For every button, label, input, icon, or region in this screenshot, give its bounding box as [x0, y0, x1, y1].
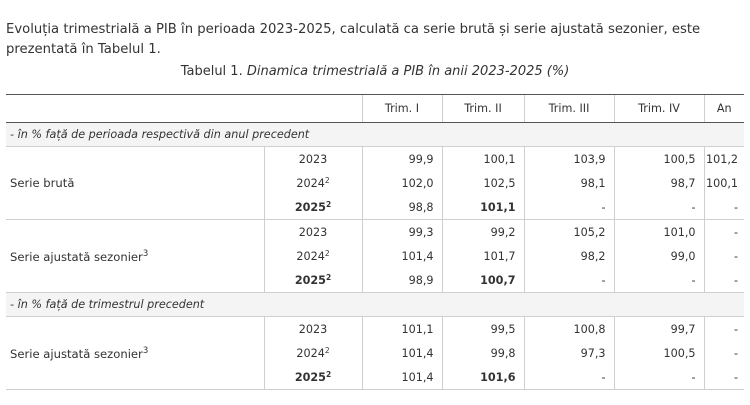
- col-header-trim-3: Trim. III: [524, 95, 614, 123]
- value-cell: 102,0: [362, 171, 442, 195]
- value-cell: 100,5: [614, 341, 704, 365]
- year-cell: [264, 365, 362, 390]
- row-group-name: Serie brută: [10, 176, 75, 190]
- value-cell: 101,0: [614, 220, 704, 245]
- col-header-trim-1: Trim. I: [362, 95, 442, 123]
- value-cell: -: [524, 195, 614, 220]
- year-label: 2024: [296, 250, 325, 263]
- year-cell: [264, 317, 362, 342]
- value-cell: 99,2: [442, 220, 524, 245]
- value-cell: 98,9: [362, 268, 442, 293]
- row-group-name: Serie ajustată sezonier: [10, 346, 143, 361]
- col-header-trim-4: Trim. IV: [614, 95, 704, 123]
- year-label: 2023: [298, 152, 328, 166]
- value-cell: -: [614, 268, 704, 293]
- value-cell: 99,9: [362, 147, 442, 172]
- value-cell: 100,7: [442, 268, 524, 293]
- value-cell: 101,4: [362, 244, 442, 268]
- year-label: 2023: [298, 322, 328, 336]
- year-label: 2025: [294, 201, 326, 214]
- value-cell: 101,1: [442, 195, 524, 220]
- value-cell: 100,8: [524, 317, 614, 342]
- year-label: 2024: [296, 347, 325, 360]
- value-cell: 100,5: [614, 147, 704, 172]
- footnote-marker: 2: [325, 200, 332, 209]
- value-cell: 98,1: [524, 171, 614, 195]
- value-cell: -: [524, 365, 614, 390]
- value-cell: -: [704, 341, 744, 365]
- value-cell: 101,4: [362, 365, 442, 390]
- section-label: - în % față de perioada respectivă din anul precedent: [6, 123, 744, 147]
- year-cell: [264, 341, 362, 365]
- row-group-name: Serie ajustată sezonier: [10, 249, 143, 264]
- value-cell: 102,5: [442, 171, 524, 195]
- value-cell: -: [614, 365, 704, 390]
- value-cell: 101,1: [362, 317, 442, 342]
- col-header-trim-2: Trim. II: [442, 95, 524, 123]
- value-cell: -: [704, 365, 744, 390]
- year-label: 2023: [298, 225, 328, 239]
- table-caption-title: Dinamica trimestrială a PIB în anii 2023-2025 (%): [246, 64, 570, 79]
- footnote-marker: 2: [325, 273, 332, 282]
- value-cell: 100,1: [442, 147, 524, 172]
- value-cell: 101,2: [704, 147, 744, 172]
- year-cell: [264, 171, 362, 195]
- value-cell: 98,2: [524, 244, 614, 268]
- gdp-table: [6, 94, 744, 390]
- year-cell: [264, 147, 362, 172]
- value-cell: 101,6: [442, 365, 524, 390]
- section-row: [6, 123, 744, 147]
- footnote-marker: 3: [142, 345, 149, 356]
- section-row: [6, 293, 744, 317]
- value-cell: 100,1: [704, 171, 744, 195]
- table-row: [6, 220, 744, 245]
- intro-paragraph: Evoluția trimestrială a PIB în perioada 2023-2025, calculată ca serie brută și serie ajustată sezonier, este prezentată în Tabelul 1.: [6, 22, 701, 58]
- value-cell: -: [614, 195, 704, 220]
- footnote-marker: 2: [324, 249, 330, 258]
- table-row: [6, 317, 744, 342]
- value-cell: -: [524, 268, 614, 293]
- header-blank-cell: [6, 95, 362, 123]
- row-group-label: [6, 147, 264, 220]
- value-cell: -: [704, 317, 744, 342]
- value-cell: 99,3: [362, 220, 442, 245]
- footnote-marker: 2: [325, 370, 332, 379]
- value-cell: 98,7: [614, 171, 704, 195]
- year-label: 2025: [294, 274, 326, 287]
- table-header-row: [6, 95, 744, 123]
- value-cell: 99,5: [442, 317, 524, 342]
- value-cell: -: [704, 268, 744, 293]
- section-label: - în % față de trimestrul precedent: [6, 293, 744, 317]
- value-cell: 99,7: [614, 317, 704, 342]
- value-cell: 103,9: [524, 147, 614, 172]
- value-cell: 105,2: [524, 220, 614, 245]
- value-cell: 99,0: [614, 244, 704, 268]
- year-cell: [264, 244, 362, 268]
- footnote-marker: 3: [142, 248, 149, 259]
- value-cell: 101,4: [362, 341, 442, 365]
- footnote-marker: 2: [324, 346, 330, 355]
- year-cell: [264, 220, 362, 245]
- row-group-label: [6, 317, 264, 390]
- value-cell: 101,7: [442, 244, 524, 268]
- value-cell: 98,8: [362, 195, 442, 220]
- year-label: 2025: [294, 371, 326, 384]
- year-label: 2024: [296, 177, 325, 190]
- year-cell: [264, 268, 362, 293]
- value-cell: -: [704, 220, 744, 245]
- table-row: [6, 147, 744, 172]
- value-cell: -: [704, 244, 744, 268]
- footnote-marker: 2: [324, 176, 330, 185]
- value-cell: 97,3: [524, 341, 614, 365]
- col-header-an: An: [704, 95, 744, 123]
- value-cell: -: [704, 195, 744, 220]
- year-cell: [264, 195, 362, 220]
- value-cell: 99,8: [442, 341, 524, 365]
- table-caption: [0, 64, 750, 79]
- row-group-label: [6, 220, 264, 293]
- table-caption-prefix: Tabelul 1.: [180, 64, 247, 79]
